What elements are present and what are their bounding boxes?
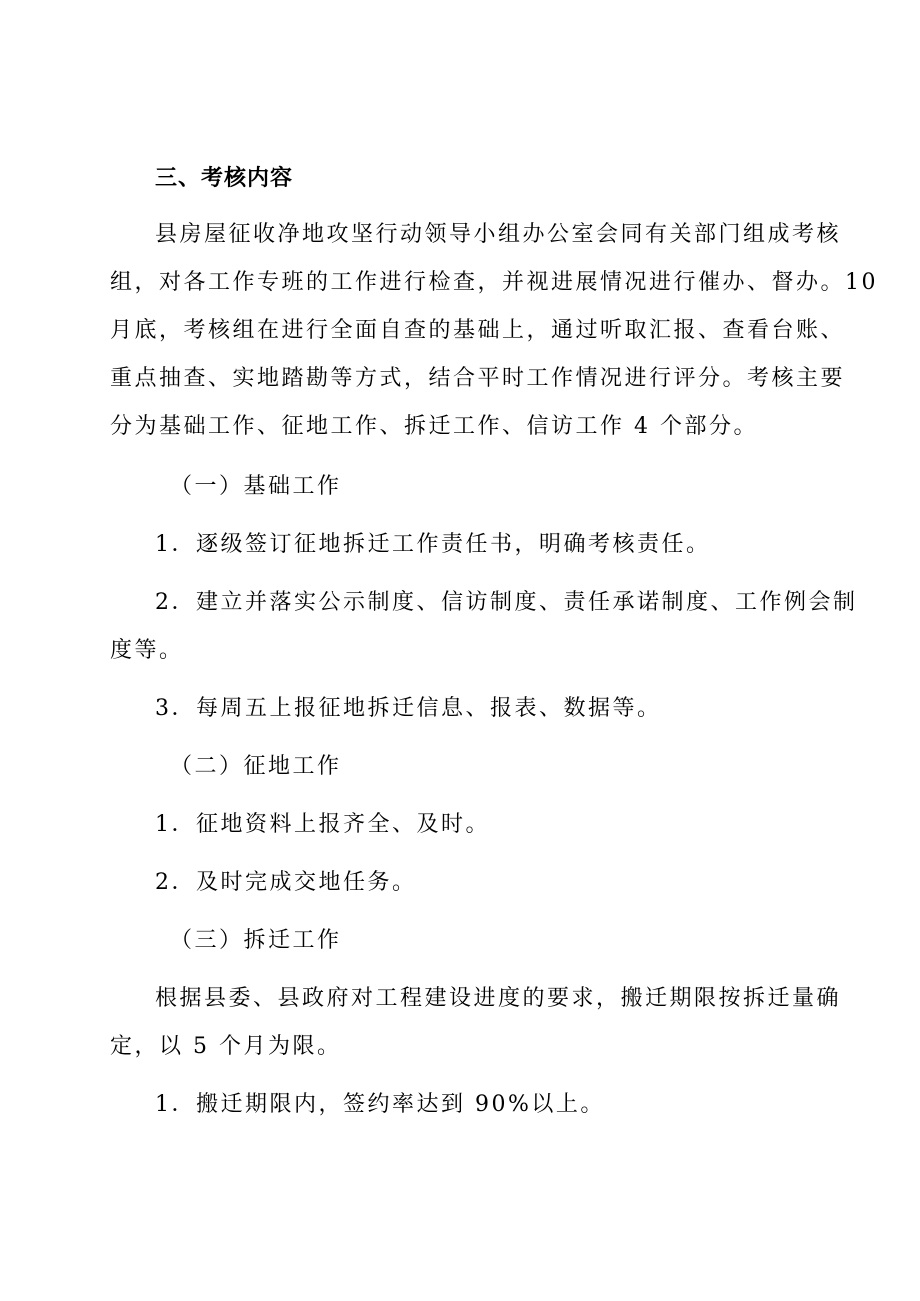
part1-title: （一）基础工作 [170,474,342,499]
part1-item-3: 3．每周五上报征地拆迁信息、报表、数据等。 [155,696,662,721]
part3-title: （三）拆迁工作 [170,928,342,953]
intro-line: 分为基础工作、征地工作、拆迁工作、信访工作 4 个部分。 [110,414,758,439]
part3-intro [110,975,842,1071]
part2-title: （二）征地工作 [170,754,342,779]
part3-intro-line: 根据县委、县政府对工程建设进度的要求，搬迁期限按拆迁量确 [155,986,842,1011]
part3-intro-line: 定，以 5 个月为限。 [110,1034,342,1059]
part2-item-1: 1．征地资料上报齐全、及时。 [155,812,490,837]
part1-item-2-line: 度等。 [110,638,184,663]
intro-line: 组，对各工作专班的工作进行检查，并视进展情况进行催办、督办。10 [110,270,878,295]
part2-item-2: 2．及时完成交地任务。 [155,870,417,895]
intro-line: 重点抽查、实地踏勘等方式，结合平时工作情况进行评分。考核主要 [110,366,846,391]
intro-line: 县房屋征收净地攻坚行动领导小组办公室会同有关部门组成考核 [155,222,842,247]
part1-item-1: 1．逐级签订征地拆迁工作责任书，明确考核责任。 [155,532,711,557]
section-title: 三、考核内容 [155,166,294,191]
document-page [110,155,878,1129]
intro-paragraph [110,211,878,451]
part3-item-1: 1．搬迁期限内，签约率达到 90%以上。 [155,1092,605,1117]
intro-line: 月底，考核组在进行全面自查的基础上，通过听取汇报、查看台账、 [110,318,846,343]
part1-item-2-line: 2．建立并落实公示制度、信访制度、责任承诺制度、工作例会制 [155,590,858,615]
part1-item-2 [110,579,858,675]
